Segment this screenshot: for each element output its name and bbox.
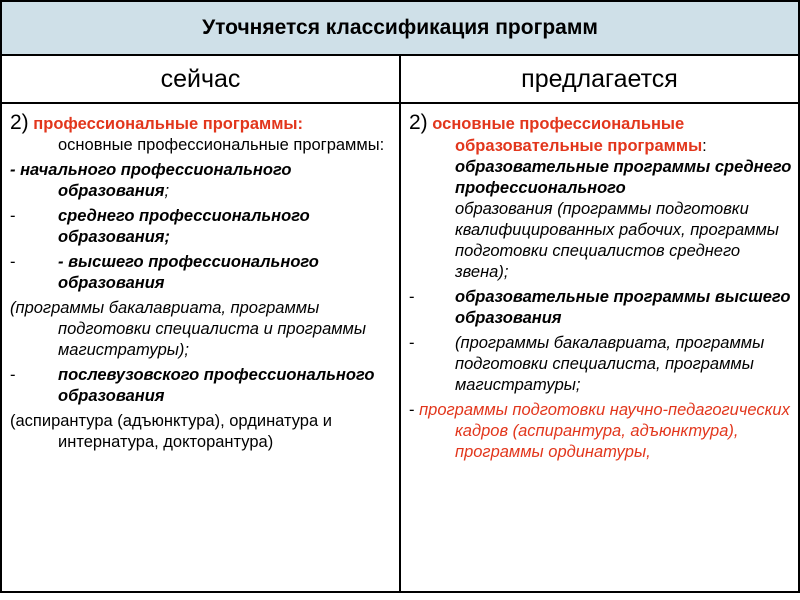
right-item-4-text: программы подготовки научно-педагогических кадров (аспирантура, адъюнктура), программы ординатуры, bbox=[419, 401, 790, 461]
right-item-2 bbox=[409, 287, 792, 329]
left-note-2: (аспирантура (адъюнктура), ординатура и интернатура, докторантура) bbox=[10, 412, 332, 451]
right-item-2-text: образовательные программы высшего образования bbox=[455, 288, 791, 327]
left-item-1-suffix: ; bbox=[164, 182, 170, 200]
left-heading bbox=[10, 112, 393, 135]
left-num: 2) bbox=[10, 111, 29, 134]
column-header-proposed: предлагается bbox=[400, 55, 799, 103]
right-heading-text: основные профессиональные образовательные программы bbox=[432, 115, 703, 155]
right-num: 2) bbox=[409, 111, 428, 134]
right-item-3-text: (программы бакалавриата, программы подготовки специалиста, программы магистратуры; bbox=[455, 334, 765, 394]
right-heading bbox=[409, 112, 792, 157]
column-header-now: сейчас bbox=[1, 55, 400, 103]
left-note-1: (программы бакалавриата, программы подготовки специалиста и программы магистратуры); bbox=[10, 299, 367, 359]
right-item-4 bbox=[409, 400, 792, 463]
right-content bbox=[401, 104, 798, 463]
left-intro: основные профессиональные программы: bbox=[58, 136, 385, 154]
right-item-1-note: образования (программы подготовки квалифицированных рабочих, программы подготовки специалистов среднего звена); bbox=[455, 200, 779, 281]
left-item-1-text: начального профессионального образования bbox=[20, 161, 292, 200]
left-cell-now bbox=[1, 103, 400, 592]
right-item-1: образовательные программы среднего профессионального bbox=[455, 158, 792, 197]
left-item-4 bbox=[10, 365, 393, 407]
left-item-1 bbox=[10, 160, 393, 202]
left-heading-text: профессиональные программы: bbox=[33, 115, 303, 133]
right-item-4-dash: - bbox=[409, 401, 415, 419]
right-heading-suffix: : bbox=[702, 137, 707, 155]
left-item-3 bbox=[10, 252, 393, 294]
table-title: Уточняется классификация программ bbox=[1, 1, 799, 55]
left-item-2-text: среднего профессионального образования; bbox=[58, 207, 310, 246]
left-item-3-text: - высшего профессионального образования bbox=[58, 253, 319, 292]
right-item-3 bbox=[409, 333, 792, 396]
right-cell-proposed bbox=[400, 103, 799, 592]
right-item-2-dash: - bbox=[409, 288, 415, 306]
left-item-3-dash: - bbox=[10, 253, 16, 271]
left-item-4-dash: - bbox=[10, 366, 16, 384]
left-item-2-dash: - bbox=[10, 207, 16, 225]
left-item-2 bbox=[10, 206, 393, 248]
left-content bbox=[2, 104, 399, 453]
left-item-1-dash: - bbox=[10, 161, 16, 179]
right-item-3-dash: - bbox=[409, 334, 415, 352]
left-item-4-text: послевузовского профессионального образования bbox=[58, 366, 375, 405]
